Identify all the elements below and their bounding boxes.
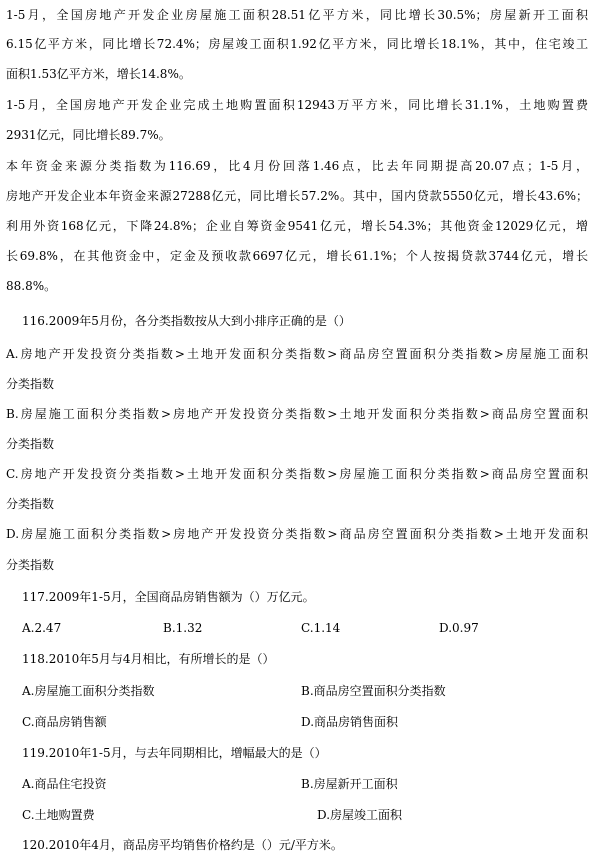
question-118-option-a[interactable]: A.房屋施工面积分类指数 [22,684,155,698]
question-116-option-d-line-1[interactable]: D.房屋施工面积分类指数>房地产开发投资分类指数>商品房空置面积分类指数>土地开发面积 [6,527,588,541]
question-116-option-c-line-2[interactable]: 分类指数 [6,497,55,511]
paragraph-construction-line-1: 1-5月，全国房地产开发企业房屋施工面积28.51亿平方米，同比增长30.5%；房屋新开工面积 [6,8,588,22]
paragraph-funds-line-5: 88.8%。 [6,279,57,293]
question-120-stem: 120.2010年4月，商品房平均销售价格约是（）元/平方米。 [22,838,343,852]
question-118-option-c[interactable]: C.商品房销售额 [22,715,107,729]
question-119-stem: 119.2010年1-5月，与去年同期相比，增幅最大的是（） [22,746,327,760]
paragraph-funds-line-1: 本年资金来源分类指数为116.69，比4月份回落1.46点，比去年同期提高20.07点；1-5月， [6,159,588,173]
paragraph-funds-line-2: 房地产开发企业本年资金来源27288亿元，同比增长57.2%。其中，国内贷款5550亿元，增长43.6%； [6,189,588,203]
question-119-option-b[interactable]: B.房屋新开工面积 [301,777,398,791]
question-116-option-a-line-1[interactable]: A.房地产开发投资分类指数>土地开发面积分类指数>商品房空置面积分类指数>房屋施工面积 [6,347,588,361]
question-117-option-a[interactable]: A.2.47 [22,621,62,635]
question-116-option-a-line-2[interactable]: 分类指数 [6,377,55,391]
paragraph-funds-line-4: 长69.8%，在其他资金中，定金及预收款6697亿元，增长61.1%；个人按揭贷款3744亿元，增长 [6,249,588,263]
question-117-stem: 117.2009年1-5月，全国商品房销售额为（）万亿元。 [22,590,315,604]
question-118-stem: 118.2010年5月与4月相比，有所增长的是（） [22,652,275,666]
paragraph-construction-line-3: 面积1.53亿平方米，增长14.8%。 [6,67,191,81]
question-116-option-d-line-2[interactable]: 分类指数 [6,558,55,572]
question-116-option-c-line-1[interactable]: C.房地产开发投资分类指数>土地开发面积分类指数>房屋施工面积分类指数>商品房空置面积 [6,467,588,481]
paragraph-construction-line-2: 6.15亿平方米，同比增长72.4%；房屋竣工面积1.92亿平方米，同比增长18.1%，其中，住宅竣工 [6,37,588,51]
question-117-option-b[interactable]: B.1.32 [163,621,203,635]
question-117-option-d[interactable]: D.0.97 [439,621,479,635]
question-116-stem: 116.2009年5月份，各分类指数按从大到小排序正确的是（） [22,314,351,328]
question-119-option-d[interactable]: D.房屋竣工面积 [317,808,403,822]
paragraph-land-line-1: 1-5月，全国房地产开发企业完成土地购置面积12943万平方米，同比增长31.1%，土地购置费 [6,98,588,112]
paragraph-land-line-2: 2931亿元，同比增长89.7%。 [6,128,171,142]
question-118-option-d[interactable]: D.商品房销售面积 [301,715,399,729]
question-116-option-b-line-2[interactable]: 分类指数 [6,437,55,451]
question-117-option-c[interactable]: C.1.14 [301,621,341,635]
question-119-option-a[interactable]: A.商品住宅投资 [22,777,107,791]
question-116-option-b-line-1[interactable]: B.房屋施工面积分类指数>房地产开发投资分类指数>土地开发面积分类指数>商品房空置面积 [6,407,588,421]
question-118-option-b[interactable]: B.商品房空置面积分类指数 [301,684,446,698]
question-119-option-c[interactable]: C.土地购置费 [22,808,95,822]
paragraph-funds-line-3: 利用外资168亿元，下降24.8%；企业自筹资金9541亿元，增长54.3%；其他资金12029亿元，增 [6,219,588,233]
